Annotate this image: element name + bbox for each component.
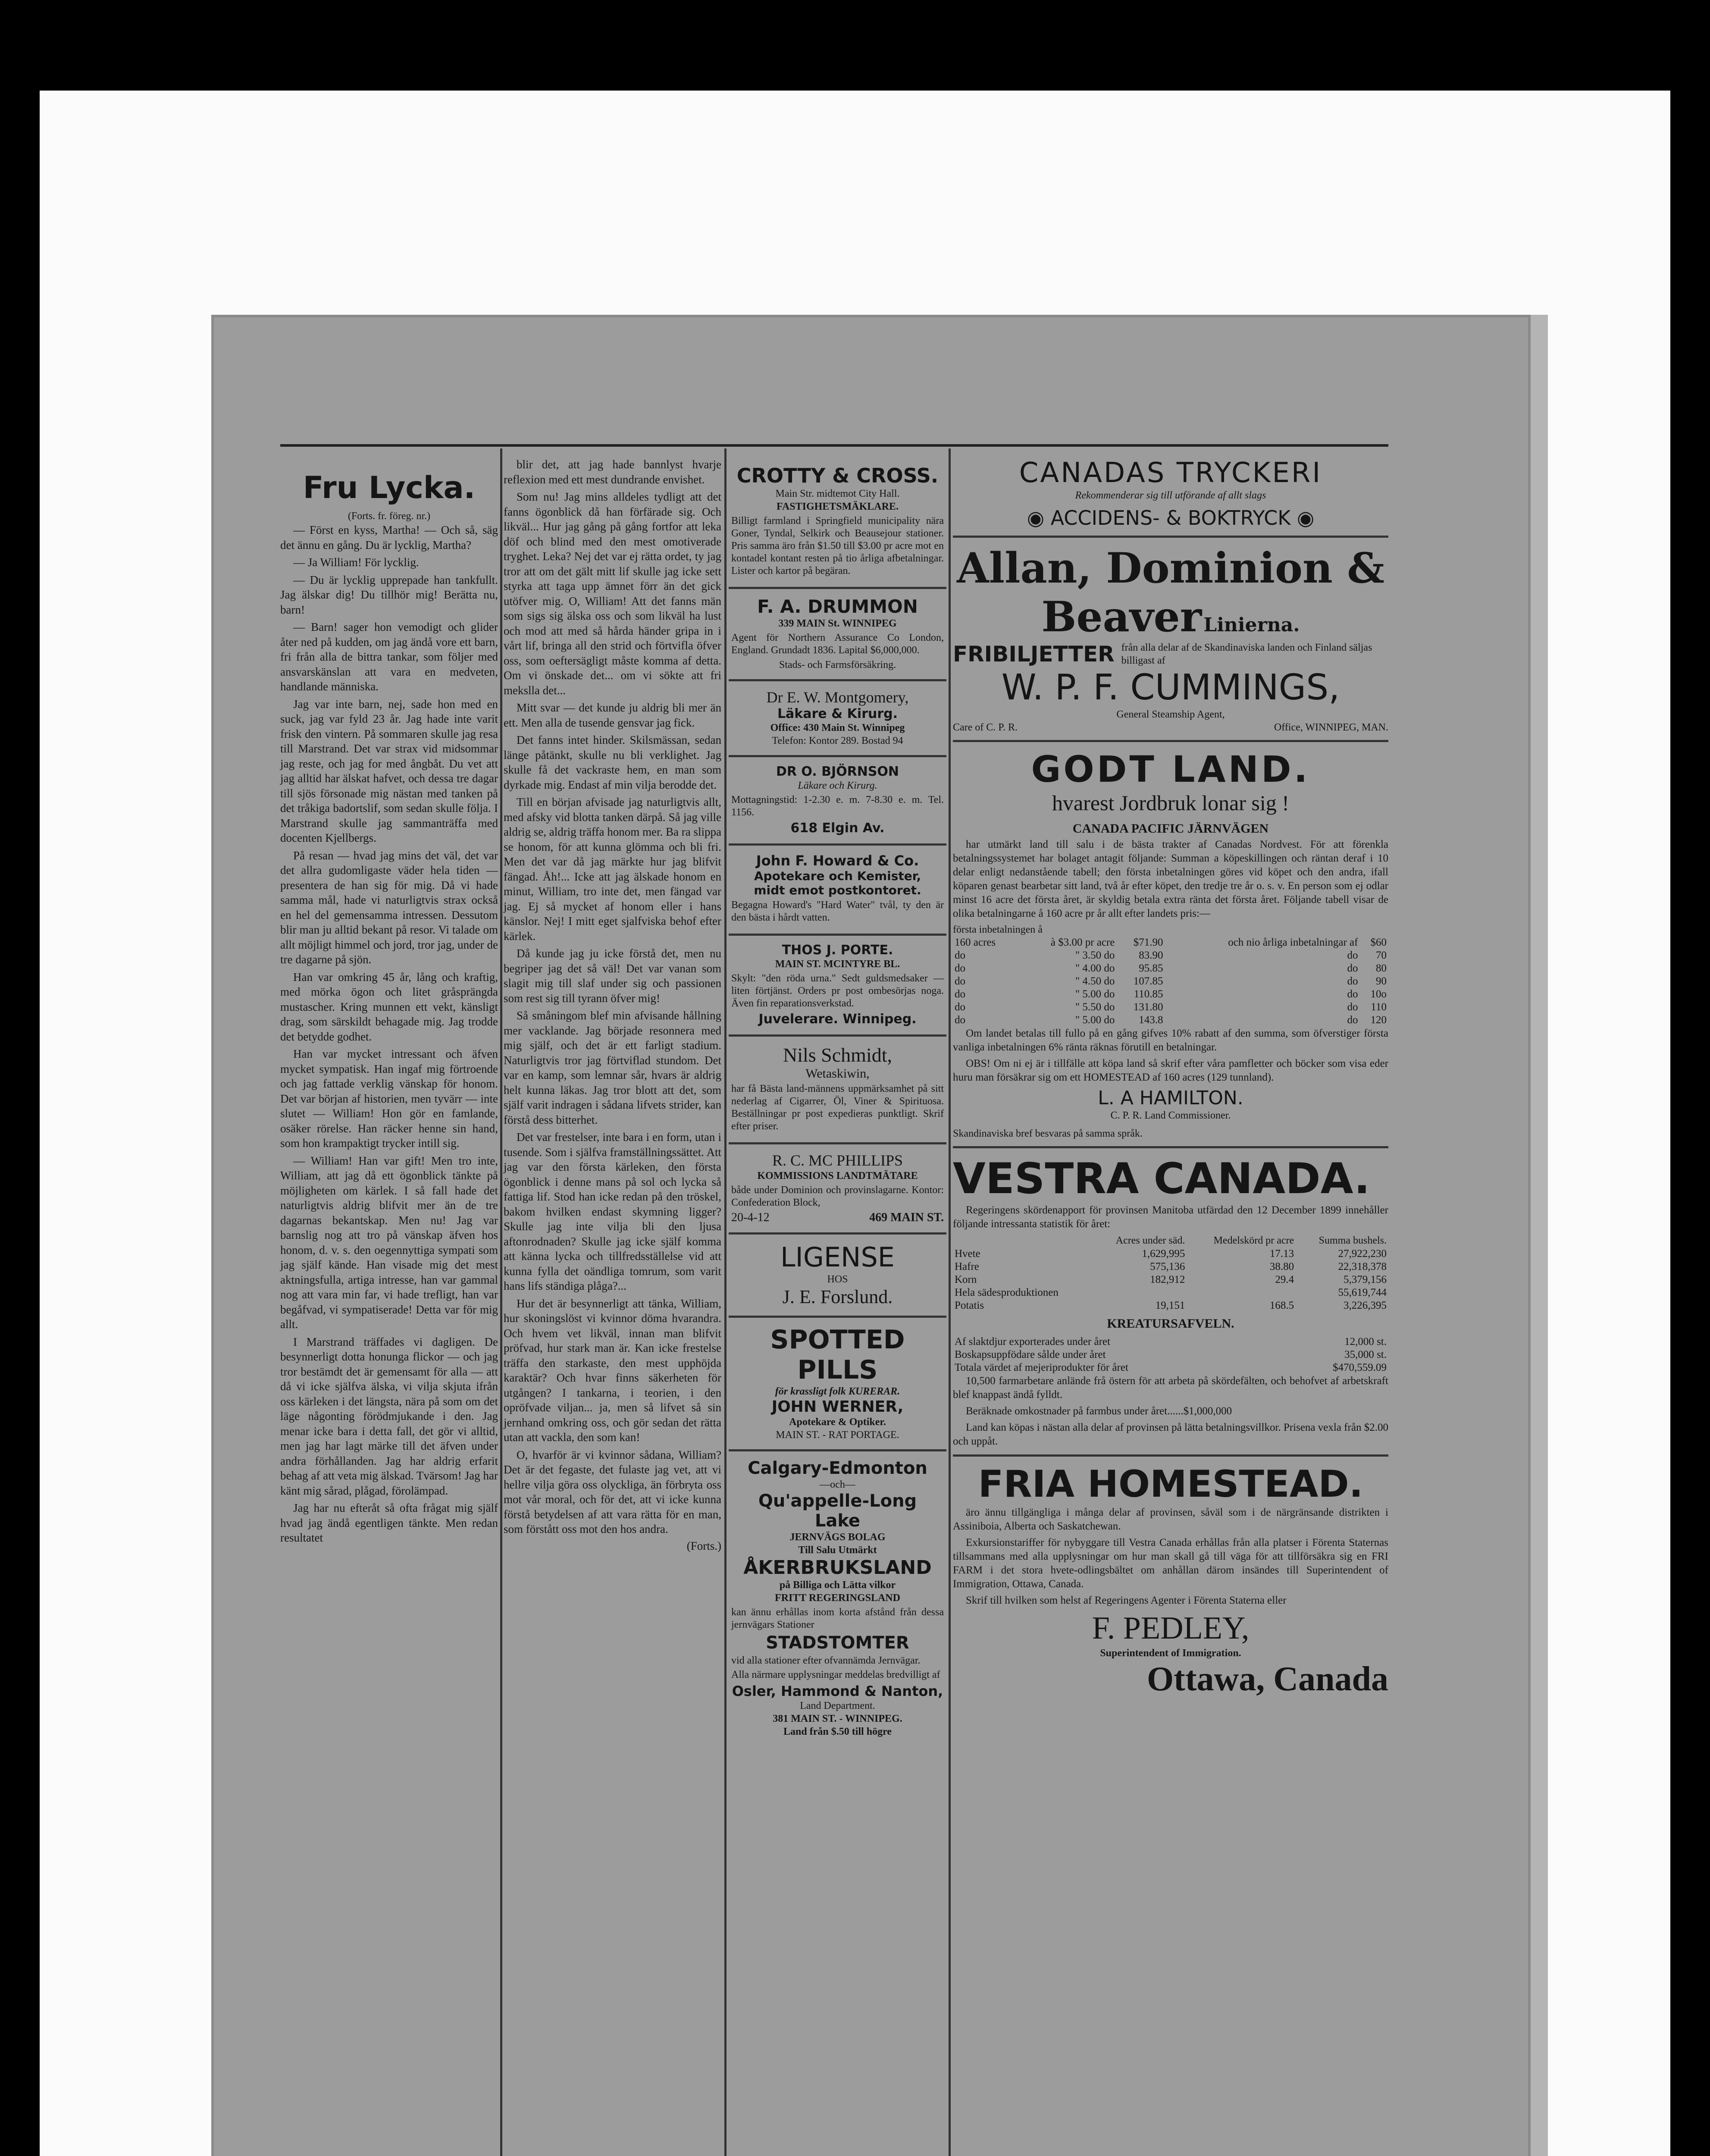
table-row: do " 3.50 do 83.90 do 70 — [955, 950, 1387, 961]
paragraph: Jag har nu efteråt så ofta frågat mig själf hvad jag ändå egentligen tänkte. Men redan resultatet — [280, 1501, 498, 1544]
table-row: Potatis 19,151 168.5 3,226,395 — [955, 1300, 1387, 1311]
ad-address: MAIN ST. - RAT PORTAGE. — [776, 1429, 899, 1441]
paragraph: O, hvarför är vi kvinnor sådana, William? Det är det fegaste, det fulaste jag vet, att vi hellre vilja göra oss olyckliga, än förbryta oss mot vår moral, och för det, att vi icke kunna förstå betydelsen af att vara rätta för en man, som förstått oss mot den hos andra. — [504, 1448, 721, 1536]
care-of: Care of C. P. R. — [953, 722, 1018, 733]
ad-sub: Läkare & Kirurg. — [777, 706, 898, 721]
ad-foot: 618 Elgin Av. — [790, 821, 885, 836]
ad-big: ÅKERBRUKSLAND — [743, 1557, 932, 1579]
ad-forslund — [729, 1235, 946, 1318]
table-row: Boskapsuppfödare sålde under året 35,000 st. — [955, 1349, 1387, 1360]
paragraph: Som nu! Jag mins alldeles tydligt att det fanns ögonblick då han förfärade sig. Och likväl... Hur jag gång på gång fortfor att leka döf och blind med den mest omotiverade tryghet. Leka? Nej det var ej rätta ordet, ty jag tror att om det gält mitt lif skulle jag icke sett styrka att taga upp ämnet förr än det gick utöfver mig. O, William! Att det fanns män som sigs sig älska oss och som likväl ha lust och mod att med så hårda händer gripa in i vårt lif, bringa all den strid och förtvifla öfver oss, som oeftersägligt måste komma af detta. Om vi önskade det... om vi sökte att fri mekslla det... — [504, 490, 721, 697]
ad-sub: för krassligt folk KURERAR. — [775, 1386, 900, 1397]
ad-sub: Main Str. midtemot City Hall. — [775, 488, 900, 499]
divider — [953, 536, 1388, 538]
paragraph: — Först en kyss, Martha! — Och så, säg det ännu en gång. Du är lycklig, Martha? — [280, 523, 498, 552]
vestra-title: VESTRA CANADA. — [953, 1154, 1370, 1203]
paragraph: — Barn! sager hon vemodigt och glider åter ned på kudden, om jag ändå vore ett barn, fri från alla de bittra tankar, som följer med ansvarskänslan att vara en medveten, handlande människa. — [280, 620, 498, 693]
godt-body3: OBS! Om ni ej är i tillfälle att köpa land så skrif efter våra pamfletter och böcker som visa eder huru man försäkrar sig om ett HOMESTEAD af 160 acres (129 tunnland). — [953, 1058, 1388, 1083]
table-row: Hafre 575,136 38.80 22,318,378 — [955, 1261, 1387, 1272]
godt-body: har utmärkt land till salu i de bästa trakter af Canadas Nordvest. För att förenkla betalningssystemet har bolaget antagit följande: Summan a köpeskillingen och räntan deraf i 10 delar enligt nedanstående tabell; den första inbetalningen göres vid köpet och den andra, ifall köparen genast bearbetar sitt land, två år efter köpet, den tredje tre år o. s. v. En person som ej odlar minst 16 acre det första året, är skyldig betala extra ränta det första året. Följande tabell visar de olika betalningarne å 160 acre pr år allt efter landets pris:— — [953, 839, 1388, 919]
ad-sub: på Billiga och Lätta vilkor — [779, 1579, 896, 1591]
ad-hos: HOS — [827, 1274, 848, 1285]
column-rule — [500, 448, 502, 2156]
paragraph: — Du är lycklig upprepade han tankfullt. Jag älskar dig! Du tillhör mig! Berätta nu, barn! — [280, 573, 498, 616]
article-title: Fru Lycka. — [303, 470, 476, 505]
godt-title: GODT LAND. — [1031, 748, 1310, 790]
trykeri-sub: Rekommenderar sig till utförande af allt slags — [1075, 490, 1266, 501]
column-c — [729, 457, 946, 1746]
pedley-role: Superintendent of Immigration. — [1100, 1648, 1241, 1659]
ad-body: har få Bästa land-männens uppmärksamhet på sitt nederlag af Cigarrer, Öl, Viner & Spirituosa. Beställningar pr post expedieras punktligt. Skrif efter priser. — [731, 1083, 944, 1132]
fribiljetter-label: FRIBILJETTER — [953, 642, 1115, 667]
trykeri-title: CANADAS TRYCKERI — [1019, 457, 1322, 489]
ad-body: Alla närmare upplysningar meddelas bredvilligt af — [731, 1669, 940, 1680]
ad-och: —och— — [820, 1479, 855, 1490]
ad-body: vid alla stationer efter ofvannämda Jernvägar. — [731, 1655, 921, 1666]
ad-body: Billigt farmland i Springfield municipality nära Goner, Tyndal, Selkirk och Beausejour stationer. Pris samma äro från $1.50 till $3.00 pr acre mot en kontadel kontant resten på tio årliga afbetalningar. Lister och kartor på begäran. — [731, 515, 944, 577]
ad-body: Begagna Howard's "Hard Water" tvål, ty den är den bästa i hårdt vatten. — [731, 899, 944, 923]
ad-role: Apotekare & Optiker. — [789, 1416, 886, 1428]
allan-line: Allan, Dominion & — [957, 544, 1384, 592]
ad-foot: Stads- och Farmsförsäkring. — [779, 659, 896, 671]
ad-sub: JERNVÄGS BOLAG — [789, 1532, 886, 1543]
ad-sub: Till Salu Utmärkt — [798, 1545, 877, 1556]
paragraph: Mitt svar — det kunde ju aldrig bli mer än ett. Men alla de tusende gensvar jag fick. — [504, 701, 721, 729]
vestra-intro: Regeringens skördenapport för provinsen Manitoba utfärdad den 12 December 1899 innehåller följande intressanta statistik för året: — [953, 1204, 1388, 1230]
ad-porte — [729, 936, 946, 1037]
fria-body3: Skrif till hvilken som helst af Regeringens Agenter i Förenta Staterna eller — [966, 1595, 1287, 1606]
paragraph: Hur det är besynnerligt att tänka, William, hur skoningslöst vi kvinnor döma hvarandra. Och hvem vet likväl, innan man blifvit pröfvad, hur stark man är. Kan icke frestelse träffa den starkaste, den mest upphöjda karaktär? Och hvar finns säkerheten för utgången? I tankarna, i teorien, i den opröfvade viljan... ja, men så lifvet så sin jernhand omkring oss, och gör sedan det rätta utan att vackla, den som kan! — [504, 1297, 721, 1444]
ad-howard — [729, 846, 946, 936]
allan-line: Linierna. — [1203, 614, 1300, 636]
pedley-place: Ottawa, Canada — [1146, 1660, 1388, 1698]
fribiljetter-text: från alla delar af de Skandinaviska landen och Finland säljas billigast af — [1121, 642, 1372, 666]
ad-foot: 469 MAIN ST. — [869, 1211, 944, 1224]
godt-rail: CANADA PACIFIC JÄRNVÄGEN — [1072, 821, 1269, 836]
divider — [953, 740, 1388, 742]
ad-bjornson — [729, 757, 946, 846]
ad-title: SPOTTED PILLS — [770, 1325, 905, 1385]
allan-line: Beaver — [1041, 592, 1202, 641]
hamilton-name: L. A HAMILTON. — [1098, 1087, 1243, 1109]
harvest-table — [953, 1234, 1388, 1312]
table-row: Af slaktdjur exporterades under året 12,000 st. — [955, 1336, 1387, 1348]
ad-title: CROTTY & CROSS. — [736, 464, 939, 487]
column-rule — [949, 448, 951, 2156]
table-row: Totala värdet af mejeriprodukter för året $470,559.09 — [955, 1362, 1387, 1373]
ad-title: Dr E. W. Montgomery, — [766, 689, 909, 706]
ad-title: F. A. DRUMMON — [757, 596, 918, 617]
top-rule — [280, 444, 1388, 447]
ad-title: THOS J. PORTE. — [782, 943, 893, 958]
ad-body: Office: 430 Main St. Winnipeg — [770, 722, 905, 733]
paragraph: Till en början afvisade jag naturligtvis allt, med afsky vid blotta tanken därpå. Så jag ville aldrig se, aldrig träffa honom mer. Ba ra slippa se honom, för att kunna glömma och bli fri. Men det var då jag märkte hur jag blifvit fängad. Åh!... Icke att jag älskade honom en minut, William, tro inte det, men fängad var jag. Ej så mycket af honom eller i hans känslor. Nej! I mitt eget sjalfviska behof efter kärlek. — [504, 796, 721, 943]
godt-sub: hvarest Jordbruk lonar sig ! — [1052, 791, 1289, 815]
paragraph: Han var omkring 45 år, lång och kraftig, med mörka ögon och litet gråsprängda mustascher. Kring munnen ett vekt, känsligt drag, som särskildt behagade mig. Jag trodde det betydde godhet. — [280, 970, 498, 1043]
paragraph: — Ja William! För lycklig. — [293, 556, 419, 569]
bullet-icon: ◉ — [1027, 506, 1044, 530]
paragraph: Så småningom blef min afvisande hållning mer vacklande. Jag började resonnera med mig själf, och det är ett farligt stadium. Naturligtvis tror jag förtviflad stundom. Det var en kamp, som lemnar sår, hvars är aldrig helt kunna läkas. Jag tror blott att det, som själf varit indragen i sådana lifvets strider, kan förstå dess bitterhet. — [504, 1009, 721, 1126]
ad-foot: Juvelerare. Winnipeg. — [758, 1012, 917, 1027]
fria-title: FRIA HOMESTEAD. — [978, 1463, 1363, 1506]
fria-block — [953, 1463, 1388, 1699]
fria-body2: Exkursionstariffer för nybyggare till Vestra Canada erhållas från alla platser i Förenta Staternas tillsammans med alla upplysningar om hur man skall gå till väga för att tillförsäkra sig en FRI FARM i det stora hvete-odlingsbältet om anhållan därom insändes till Superintendent of Immigration, Ottawa, Canada. — [953, 1537, 1388, 1590]
fria-body: äro ännu tillgängliga i många delar af provinsen, såväl som i de närgränsande distrikten i Assiniboia, Alberta och Saskatchewan. — [953, 1507, 1388, 1532]
divider — [953, 1454, 1388, 1457]
ad-title: LIGENSE — [780, 1241, 895, 1273]
ad-line: Qu'appelle-Long — [758, 1491, 917, 1511]
payment-table — [953, 936, 1388, 1027]
paragraph: Då kunde jag ju icke förstå det, men nu begriper jag det så väl! Det var vanan som slagit mig till slaf under sig och passionen som rest sig till tyrann öfver mig! — [504, 947, 721, 1005]
column-a — [280, 457, 498, 1548]
trykeri-block — [953, 457, 1388, 530]
table-row: do " 5.00 do 143.8 do 120 — [955, 1014, 1387, 1026]
ad-body: både under Dominion och provinslagarne. Kontor: Confederation Block, — [731, 1185, 944, 1208]
paragraph: blir det, att jag hade bannlyst hvarje reflexion med ett mest dundrande envishet. — [504, 458, 721, 486]
office: Office, WINNIPEG, MAN. — [1274, 722, 1388, 733]
pedley-name: F. PEDLEY, — [1092, 1611, 1250, 1646]
vestra-body3: Land kan köpas i nästan alla delar af provinsen på lätta betalningsvillkor. Prisena vexla från $2.00 och uppåt. — [953, 1422, 1388, 1447]
ad-sub: Apotekare och Kemister, — [754, 869, 921, 883]
cummings-name: W. P. F. CUMMINGS, — [1001, 667, 1340, 708]
paragraph: Han var mycket intressant och äfven mycket sympatisk. Han ingaf mig förtroende och jag fattade verklig vänskap för honom. Det var början af historien, men tyvärr — inte slutet — William! Hon gör en famlande, osäker rörelse. Han räcker henne sin hand, som hon krampaktigt trycker intill sig. — [280, 1047, 498, 1150]
column-rule — [724, 448, 727, 2156]
ad-body: kan ännu erhållas inom korta afstånd från dessa jernvägars Stationer — [731, 1607, 944, 1630]
table-row: 160 acres à $3.00 pr acre $71.90 och nio årliga inbetalningar af $60 — [955, 937, 1387, 948]
ad-code: 20-4-12 — [731, 1211, 770, 1224]
ad-crotty-cross — [729, 457, 946, 589]
cummings-role: General Steamship Agent, — [1116, 709, 1225, 720]
ad-werner — [729, 1318, 946, 1451]
table-row: do " 4.50 do 107.85 do 90 — [955, 975, 1387, 987]
paragraph: I Marstrand träffades vi dagligen. De besynnerligt dotta honunga flickor — och jag tror bestämdt det är gemensamt för alla — att då vi icke själfva älska, vi vilja skjuta ifrån oss kärleken i det längsta, nära på som om det läge någonting förödmjukande i den. Jag menar icke bara i detta fall, det gör vi alltid, men jag har lagt märke till det äfven under andra förhållanden. Jag har aldrig erfarit behag af att veta mig älskad. Tvärsom! Jag har känt mig sårad, plågad, förolämpad. — [280, 1335, 498, 1497]
ad-schmidt — [729, 1037, 946, 1144]
column-b — [504, 457, 721, 1553]
ad-sub: Läkare och Kirurg. — [798, 780, 877, 791]
trykeri-line: ACCIDENS- & BOKTRYCK — [1050, 506, 1291, 530]
table-row: Hvete 1,629,995 17.13 27,922,230 — [955, 1248, 1387, 1260]
ad-body: Mottagningstid: 1-2.30 e. m. 7-8.30 e. m. Tel. 1156. — [731, 794, 944, 818]
ad-title: John F. Howard & Co. — [756, 852, 919, 869]
column-d — [953, 457, 1388, 1699]
ad-body: Skylt: "den röda urna." Sedt guldsmedsaker — liten förtjänst. Orders pr post ombesörjas noga. Även fin reparationsverkstad. — [731, 973, 944, 1009]
table-row: do " 5.50 do 131.80 do 110 — [955, 1001, 1387, 1013]
ad-sub: FRITT REGERINGSLAND — [775, 1592, 900, 1604]
ad-title: DR O. BJÖRNSON — [776, 764, 899, 779]
ad-address: 381 MAIN ST. - WINNIPEG. — [773, 1713, 902, 1724]
table-row: Hela sädesproduktionen 55,619,744 — [955, 1287, 1387, 1298]
godt-land-block — [953, 748, 1388, 1140]
paragraph: På resan — hvad jag mins det väl, det var det allra gudomligaste väder hela tiden — presentera de han sig för mig. Då vi hade samma mål, hade vi naturligtvis strax också en hel del gemensamma intressen. Dessutom blir man ju alltid bekant på resor. Vi talade om allt möjligt himmel och jord, tror jag, under de tre dagarne på sjön. — [280, 849, 498, 966]
vestra-body2: Beräknade omkostnader på farmbus under året......$1,000,000 — [966, 1405, 1232, 1417]
paragraph: Jag var inte barn, nej, sade hon med en suck, jag var fyld 23 år. Jag hade inte varit frisk den vintern. På sommaren skulle jag resa till Marstrand. Det var strax vid midsommar jag reste, och jag for med ångbåt. Du vet att jag alltid har älskat hafvet, och dessa tre dagar till sjös försonade mig nästan med tanken på det tråkiga badortslif, som sedan skulle följa. I Marstrand skulle jag sammanträffa med docenten Kjellbergs. — [280, 697, 498, 844]
table-row: do " 5.00 do 110.85 do 10o — [955, 988, 1387, 1000]
ad-body: Agent för Northern Assurance Co London, England. Grundadt 1836. Lapital $6,000,000. — [731, 632, 944, 656]
vestra-block — [953, 1154, 1388, 1448]
continued-note: (Forts.) — [686, 1539, 721, 1552]
godt-body2: Om landet betalas till fullo på en gång gifves 10% rabatt af den summa, som öfverstiger första vanliga inbetalningen 6% ränta räknas förutill en betalningar. — [953, 1028, 1388, 1053]
paragraph: — William! Han var gift! Men tro inte, William, att jag då ett ögonblick tänkte på möjligheten om kärlek. I så fall hade det naturligtvis aldrig blifvit mer än de tre dagarnas bekantskap. Men nu! Jag var barnslig nog att tro på vänskap äfven hos honom, d. v. s. den oegennyttiga sympati som jag själf kände. Han visade mig det mest aktningsfulla, artiga intresse, han var gammal nog att vara min far, vi hade trefligt, han var begåfvad, vi sympatiserade! Detta var för mig allt. — [280, 1154, 498, 1331]
ad-address: MAIN ST. MCINTYRE BL. — [775, 959, 900, 970]
table-row: do " 4.00 do 95.85 do 80 — [955, 962, 1387, 974]
ad-title: R. C. MC PHILLIPS — [772, 1152, 903, 1169]
allan-block — [953, 544, 1388, 734]
paragraph: Det var frestelser, inte bara i en form, utan i tusende. Som i själfva framställningssättet. Att jag var den första kärleken, den första ögonblick i denne mans på sol och lycka så fattiga lif. Stod han icke redan på den tröskel, bakom hvilken endast skymning ligger? Skulle jag inte vilja bli den ljusa aftonrodnaden? Skulle jag icke själf komma att känna lycka och tillfredsställelse vid att kunna fylla det oändliga tomrum, som varit hans lifs ständiga plåga?... — [504, 1131, 721, 1292]
ad-sub: FASTIGHETSMÄKLARE. — [777, 501, 899, 512]
hamilton-role: C. P. R. Land Commissioner. — [1110, 1110, 1231, 1121]
ad-title: Nils Schmidt, — [783, 1044, 893, 1066]
ad-sub: Wetaskiwin, — [805, 1066, 870, 1081]
godt-foot: Skandinaviska bref besvaras på samma språk. — [953, 1128, 1143, 1139]
ad-address: 339 MAIN St. WINNIPEG — [778, 618, 897, 629]
ad-mcphillips — [729, 1144, 946, 1235]
table-header: Acres under säd. Medelskörd pr acre Summa bushels. — [1115, 1235, 1387, 1246]
divider — [953, 1146, 1388, 1148]
ad-sub: KOMMISSIONS LANDTMÄTARE — [757, 1170, 918, 1181]
ad-foot: Telefon: Kontor 289. Bostad 94 — [772, 735, 903, 746]
ad-name: JOHN WERNER, — [771, 1398, 904, 1416]
bullet-icon: ◉ — [1297, 506, 1315, 530]
livestock-table — [953, 1335, 1388, 1374]
article-subtitle: (Forts. fr. föreg. nr.) — [348, 511, 431, 522]
godt-table-head: första inbetalningen å — [953, 924, 1043, 935]
table-row: Korn 182,912 29.4 5,379,156 — [955, 1274, 1387, 1285]
ad-line: Calgary-Edmonton — [748, 1458, 927, 1478]
ad-big: STADSTOMTER — [766, 1633, 909, 1653]
paragraph: Det fanns intet hinder. Skilsmässan, sedan länge påtänkt, skulle nu bli verklighet. Jag skulle få det vackraste hem, en man som dyrkade mig. Endast af min vilja berodde det. — [504, 733, 721, 791]
ad-drummon — [729, 589, 946, 681]
ad-line: Lake — [814, 1511, 861, 1531]
ad-firm: Osler, Hammond & Nanton, — [732, 1683, 943, 1699]
ad-foot: Land från $.50 till högre — [783, 1726, 892, 1737]
ad-dept: Land Department. — [800, 1700, 875, 1711]
vestra-body: 10,500 farmarbetare anlände frå östern för att arbeta på skördefälten, och behofvet af arbetskraft blef knappast ändå fylldt. — [953, 1375, 1388, 1401]
ad-calgary — [729, 1451, 946, 1746]
ad-name: J. E. Forslund. — [782, 1286, 893, 1307]
kreatur-title: KREATURSAFVELN. — [1107, 1316, 1234, 1331]
ad-sub: midt emot postkontoret. — [754, 883, 921, 897]
ad-montgomery — [729, 681, 946, 757]
